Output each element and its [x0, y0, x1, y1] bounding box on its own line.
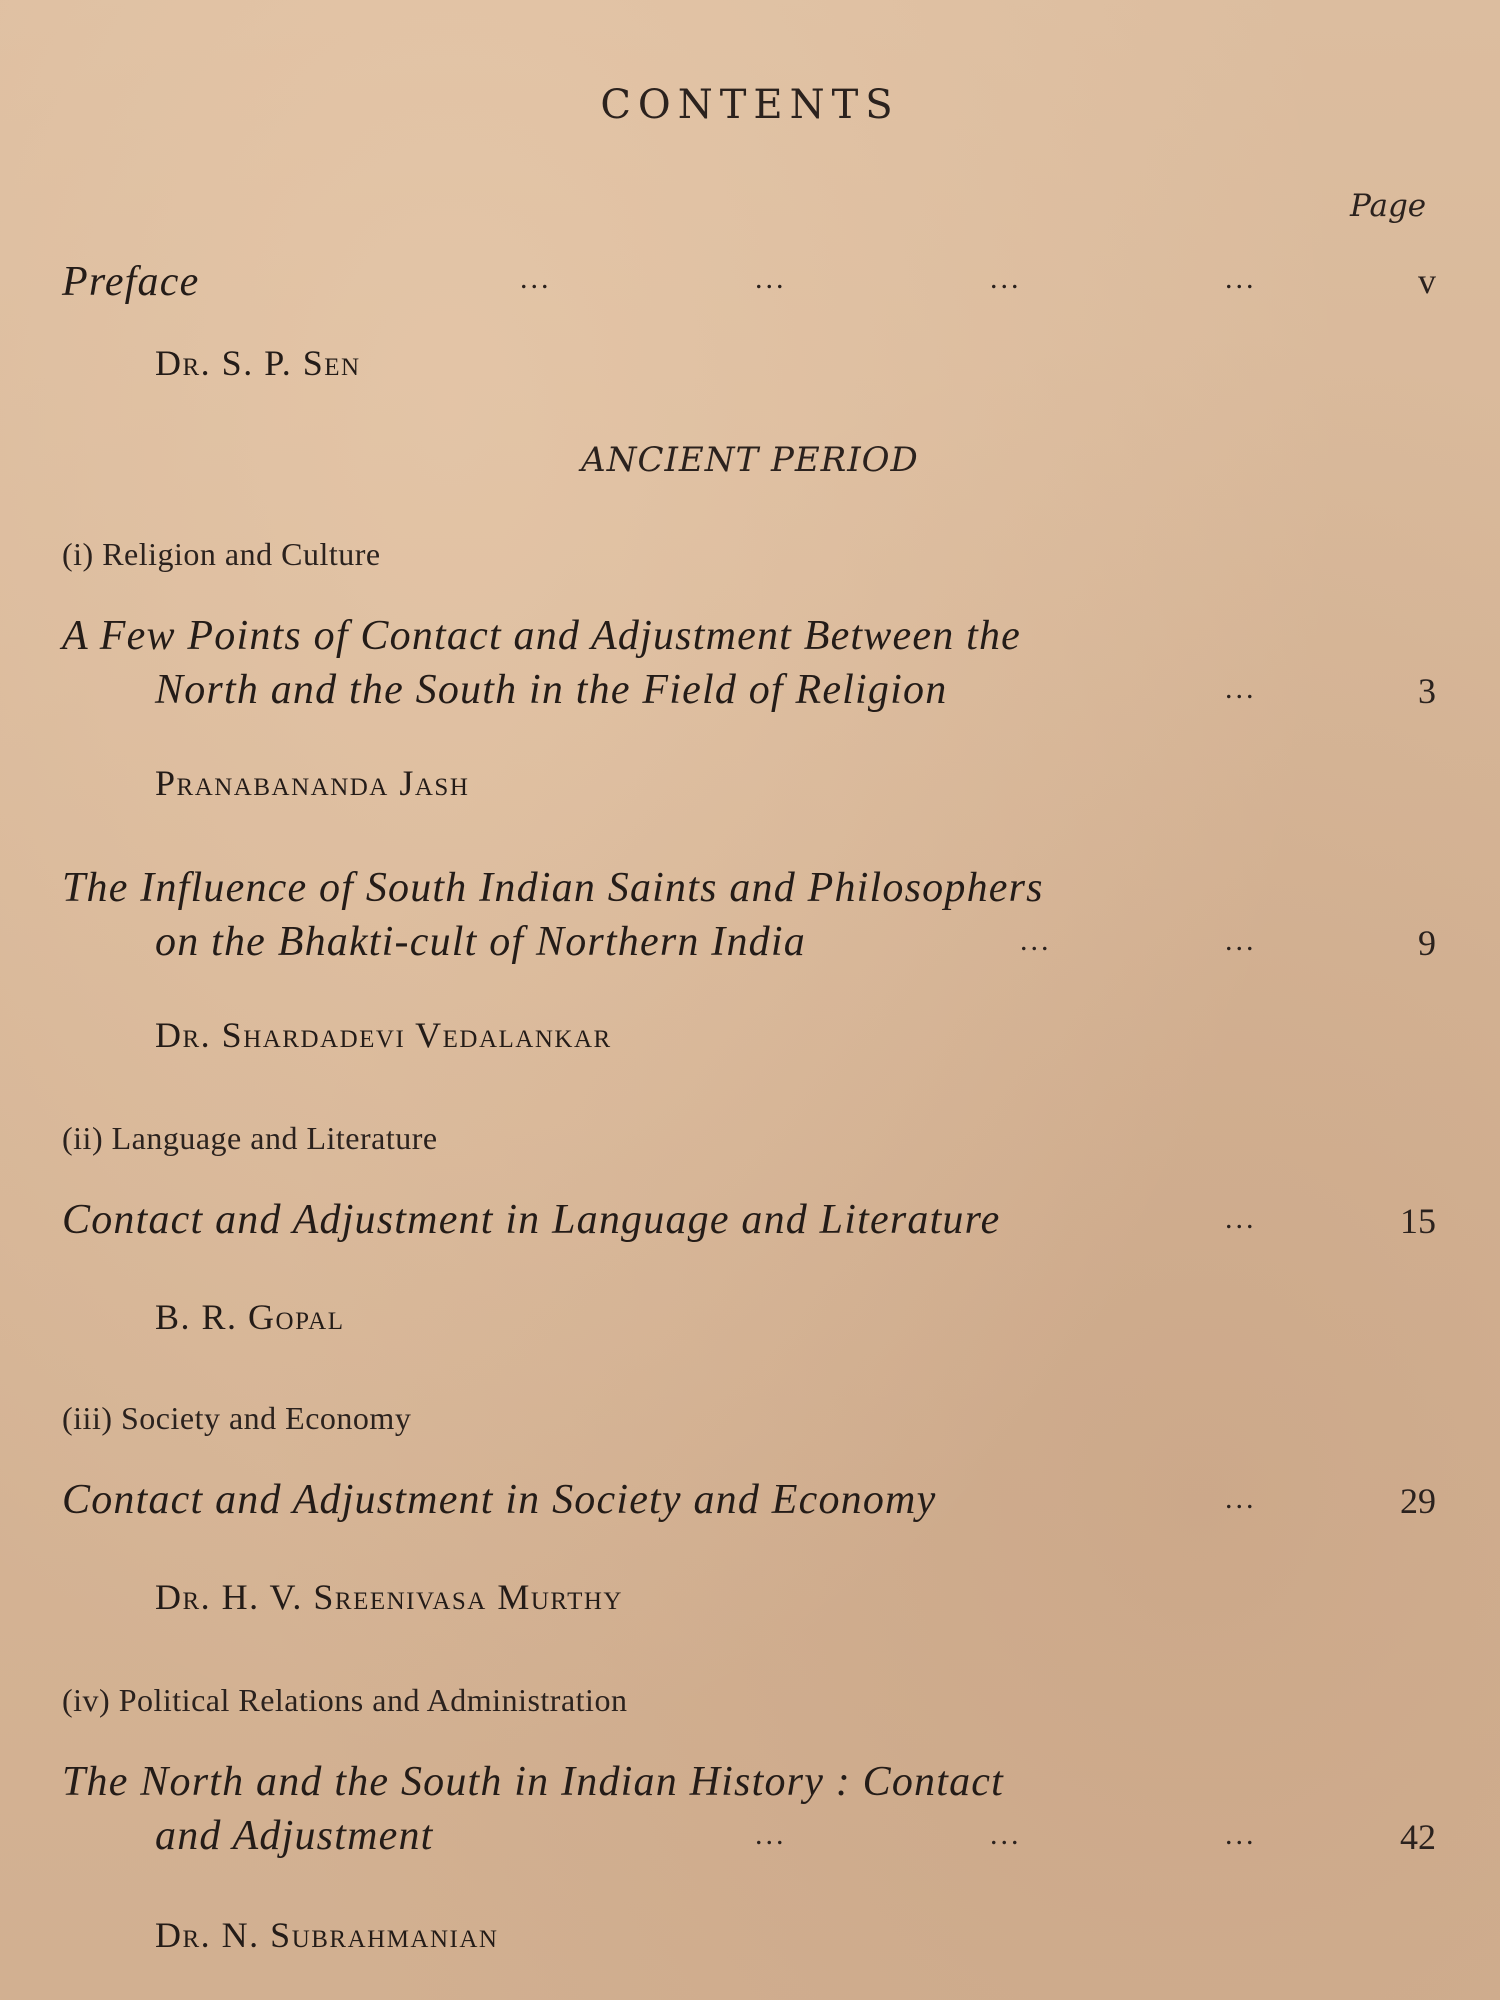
- entry-author: Dr. Shardadevi Vedalankar: [155, 1015, 612, 1055]
- entry-title-line: on the Bhakti-cult of Northern India: [155, 919, 806, 965]
- entry-author: Pranabananda Jash: [155, 763, 470, 803]
- preface-title: Preface: [62, 259, 200, 305]
- subsection-heading: (ii) Language and Literature: [62, 1120, 438, 1156]
- subsection-heading: (i) Religion and Culture: [62, 536, 381, 572]
- entry-page-number: 3: [1418, 671, 1436, 711]
- leader-dots: ...: [755, 1818, 787, 1851]
- entry-author: B. R. Gopal: [155, 1297, 345, 1337]
- leader-dots: ...: [755, 262, 787, 295]
- leader-dots: ...: [1225, 924, 1257, 957]
- preface-page-number: v: [1418, 261, 1436, 301]
- preface-author: Dr. S. P. Sen: [155, 343, 361, 383]
- leader-dots: ...: [1225, 1202, 1257, 1235]
- entry-author: Dr. H. V. Sreenivasa Murthy: [155, 1577, 623, 1617]
- leader-dots: ...: [1225, 1482, 1257, 1515]
- entry-page-number: 29: [1400, 1481, 1436, 1521]
- entry-title-line: and Adjustment: [155, 1813, 434, 1859]
- contents-heading: CONTENTS: [600, 82, 900, 128]
- entry-title-line: The Influence of South Indian Saints and Philosophers: [62, 865, 1044, 911]
- section-title: ANCIENT PERIOD: [581, 440, 919, 480]
- entry-page-number: 42: [1400, 1817, 1436, 1857]
- leader-dots: ...: [990, 1818, 1022, 1851]
- page-column-label: Page: [1350, 188, 1427, 224]
- entry-title-line: A Few Points of Contact and Adjustment Between the: [62, 613, 1022, 659]
- entry-title-line: The North and the South in Indian History : Contact: [62, 1759, 1005, 1805]
- entry-page-number: 15: [1400, 1201, 1436, 1241]
- subsection-heading: (iv) Political Relations and Administration: [62, 1682, 628, 1718]
- leader-dots: ...: [1020, 924, 1052, 957]
- subsection-heading: (iii) Society and Economy: [62, 1400, 412, 1436]
- leader-dots: ...: [1225, 1818, 1257, 1851]
- entry-page-number: 9: [1418, 923, 1436, 963]
- entry-title-line: Contact and Adjustment in Society and Economy: [62, 1477, 937, 1523]
- entry-title-line: Contact and Adjustment in Language and Literature: [62, 1197, 1001, 1243]
- leader-dots: ...: [1225, 672, 1257, 705]
- leader-dots: ...: [520, 262, 552, 295]
- entry-title-line: North and the South in the Field of Religion: [155, 667, 948, 713]
- entry-author: Dr. N. Subrahmanian: [155, 1915, 499, 1955]
- leader-dots: ...: [990, 262, 1022, 295]
- leader-dots: ...: [1225, 262, 1257, 295]
